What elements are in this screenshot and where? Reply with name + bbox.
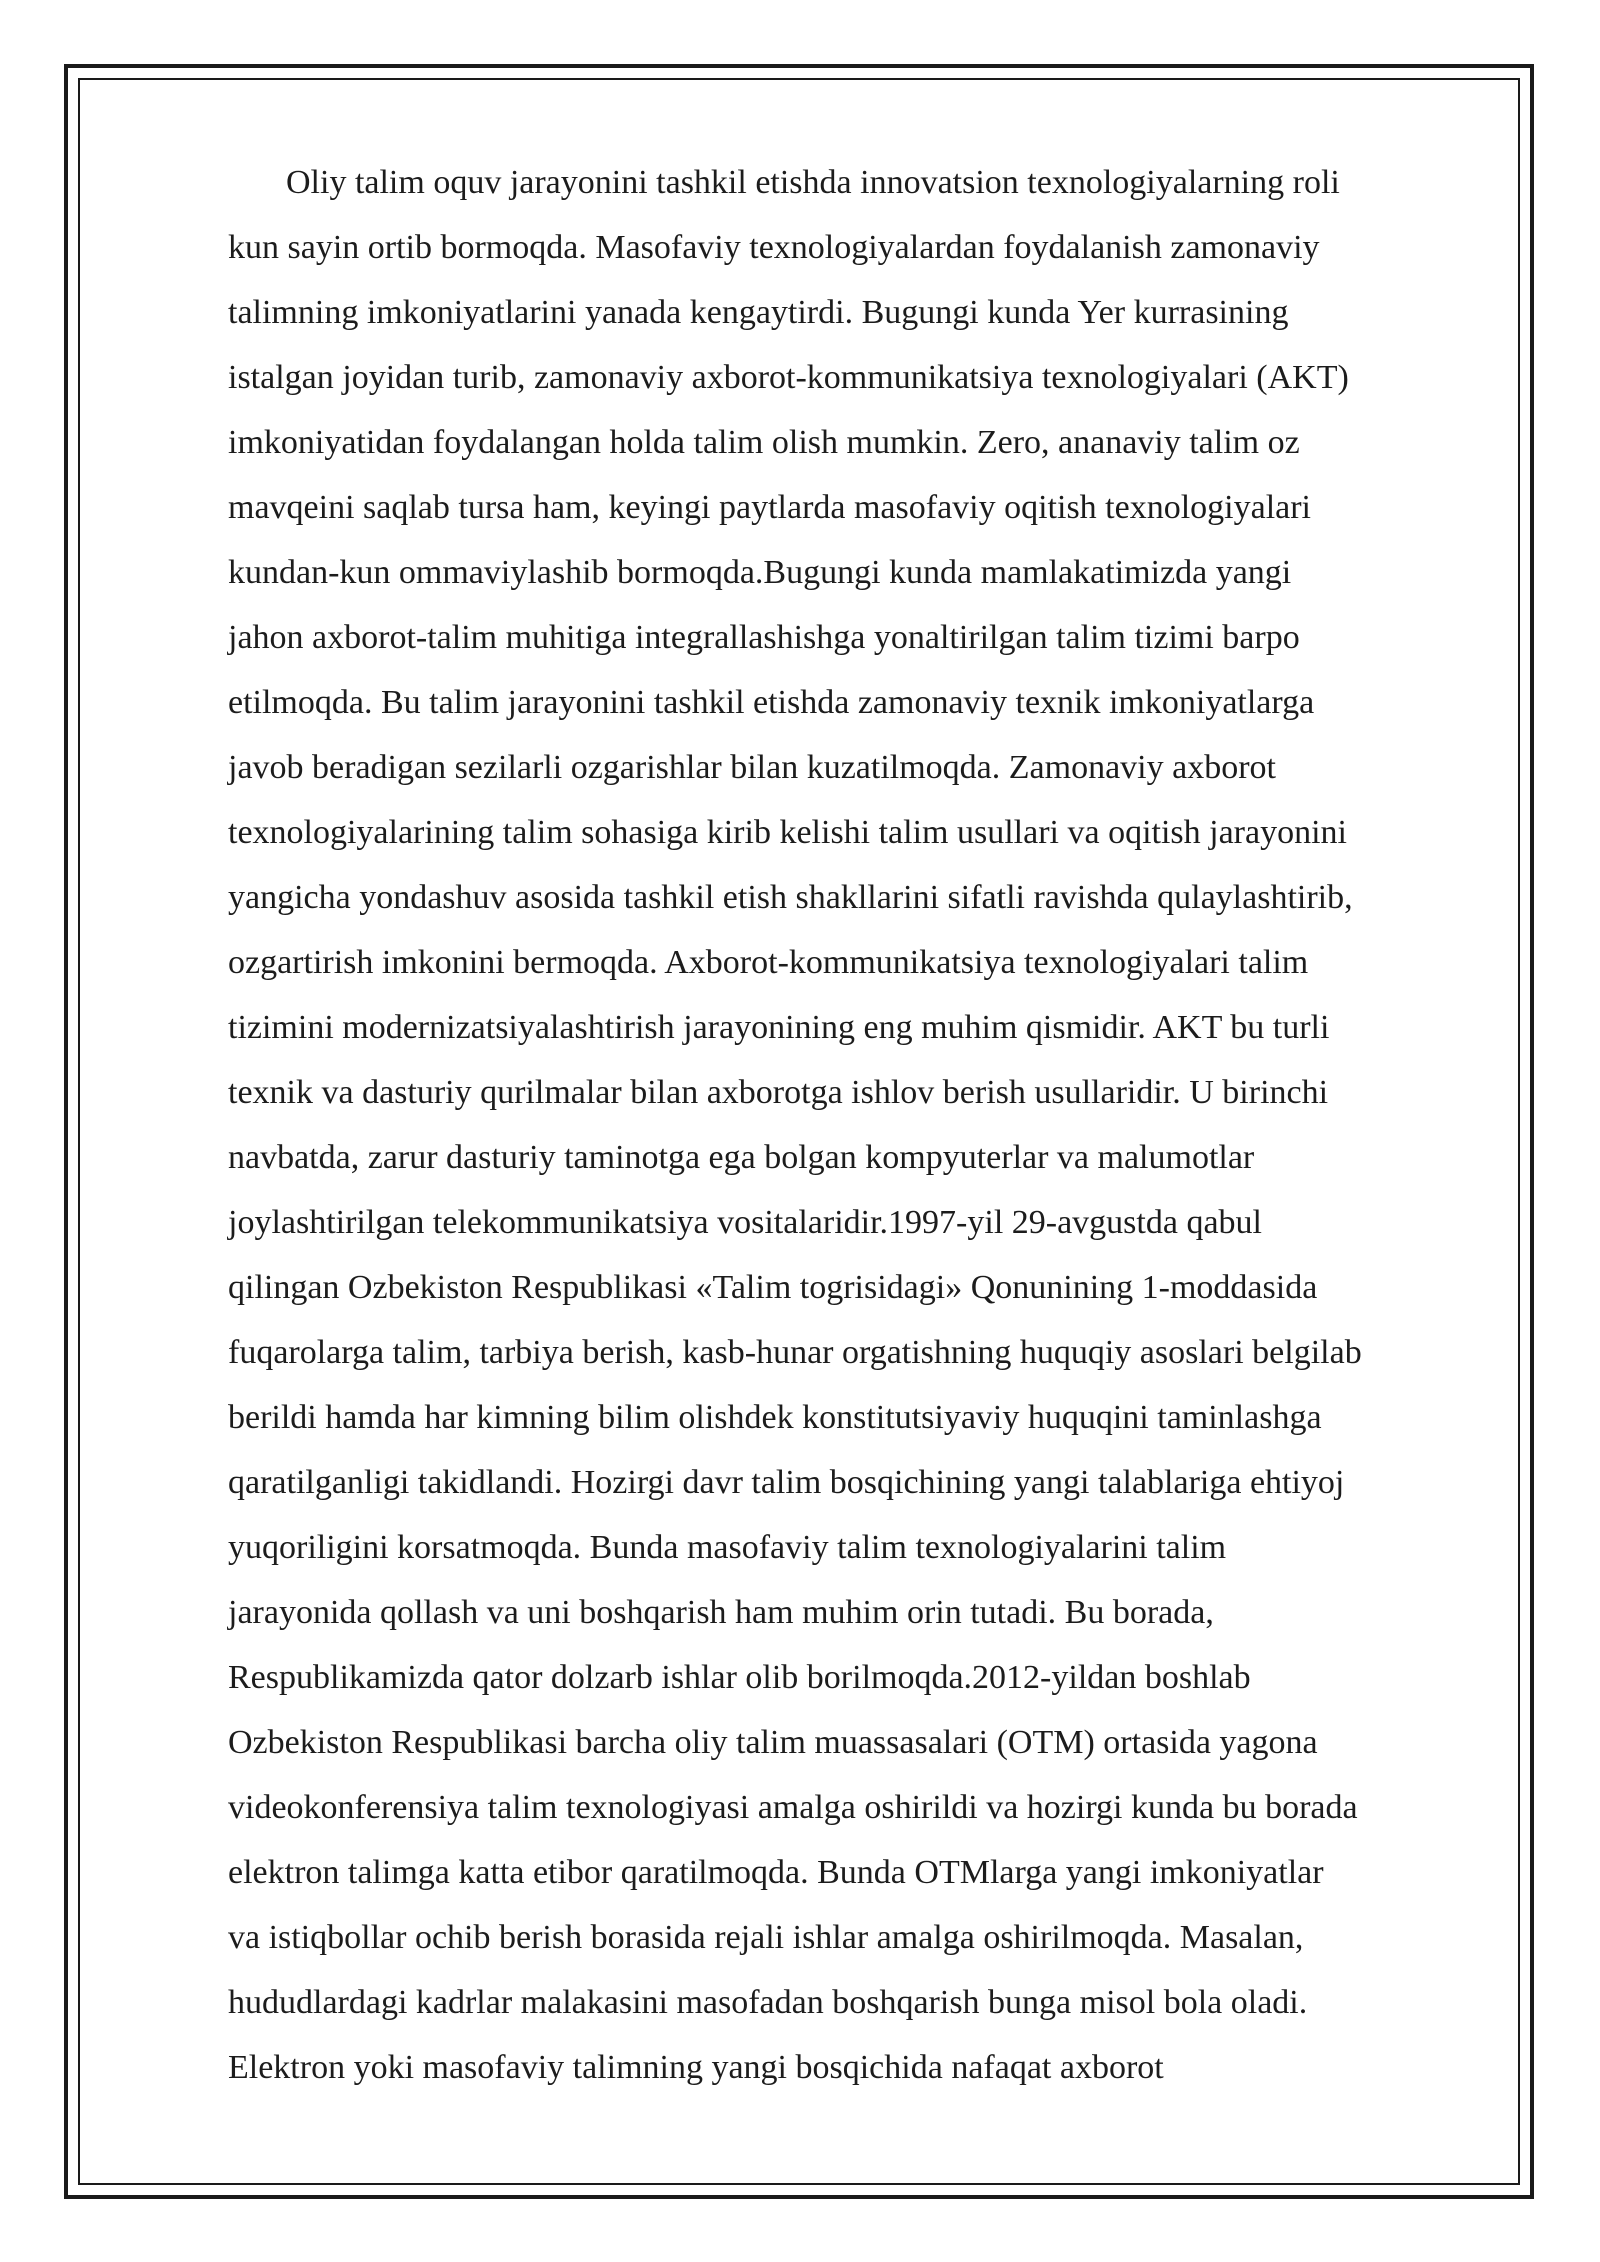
text-line: jahon axborot-talim muhitiga integrallashishga yonaltirilgan talim tizimi barpo bbox=[228, 619, 1300, 656]
text-line: yangicha yondashuv asosida tashkil etish shakllarini sifatli ravishda qulaylashtirib, bbox=[228, 879, 1353, 916]
text-line: kun sayin ortib bormoqda. Masofaviy texnologiyalardan foydalanish zamonaviy bbox=[228, 229, 1320, 266]
text-line: javob beradigan sezilarli ozgarishlar bilan kuzatilmoqda. Zamonaviy axborot bbox=[228, 749, 1276, 786]
body-paragraph bbox=[228, 150, 1493, 2100]
text-line: joylashtirilgan telekommunikatsiya vositalaridir.1997-yil 29-avgustda qabul bbox=[228, 1204, 1262, 1241]
text-line: texnologiyalarining talim sohasiga kirib kelishi talim usullari va oqitish jarayonini bbox=[228, 814, 1347, 851]
text-line: ozgartirish imkonini bermoqda. Axborot-kommunikatsiya texnologiyalari talim bbox=[228, 944, 1309, 981]
text-line: elektron talimga katta etibor qaratilmoqda. Bunda OTMlarga yangi imkoniyatlar bbox=[228, 1854, 1324, 1891]
text-line: fuqarolarga talim, tarbiya berish, kasb-hunar orgatishning huquqiy asoslari belgilab bbox=[228, 1334, 1362, 1371]
text-line: jarayonida qollash va uni boshqarish ham muhim orin tutadi. Bu borada, bbox=[228, 1594, 1214, 1631]
text-line: navbatda, zarur dasturiy taminotga ega bolgan kompyuterlar va malumotlar bbox=[228, 1139, 1255, 1176]
text-line: qaratilganligi takidlandi. Hozirgi davr talim bosqichining yangi talablariga ehtiyoj bbox=[228, 1464, 1345, 1501]
text-line: tizimini modernizatsiyalashtirish jarayonining eng muhim qismidir. AKT bu turli bbox=[228, 1009, 1330, 1046]
text-line: va istiqbollar ochib berish borasida rejali ishlar amalga oshirilmoqda. Masalan, bbox=[228, 1919, 1304, 1956]
text-line: qilingan Ozbekiston Respublikasi «Talim togrisidagi» Qonunining 1-moddasida bbox=[228, 1269, 1318, 1306]
text-line: talimning imkoniyatlarini yanada kengaytirdi. Bugungi kunda Yer kurrasining bbox=[228, 294, 1289, 331]
text-line: mavqeini saqlab tursa ham, keyingi paytlarda masofaviy oqitish texnologiyalari bbox=[228, 489, 1312, 526]
text-line: Oliy talim oquv jarayonini tashkil etishda innovatsion texnologiyalarning roli bbox=[286, 164, 1340, 201]
text-line: yuqoriligini korsatmoqda. Bunda masofaviy talim texnologiyalarini talim bbox=[228, 1529, 1227, 1566]
text-line: berildi hamda har kimning bilim olishdek konstitutsiyaviy huquqini taminlashga bbox=[228, 1399, 1322, 1436]
text-line: etilmoqda. Bu talim jarayonini tashkil etishda zamonaviy texnik imkoniyatlarga bbox=[228, 684, 1315, 721]
text-line: imkoniyatidan foydalangan holda talim olish mumkin. Zero, ananaviy talim oz bbox=[228, 424, 1300, 461]
text-line: kundan-kun ommaviylashib bormoqda.Bugungi kunda mamlakatimizda yangi bbox=[228, 554, 1292, 591]
text-line: istalgan joyidan turib, zamonaviy axborot-kommunikatsiya texnologiyalari (AKT) bbox=[228, 359, 1349, 396]
text-line: Respublikamizda qator dolzarb ishlar olib borilmoqda.2012-yildan boshlab bbox=[228, 1659, 1251, 1696]
text-line: Elektron yoki masofaviy talimning yangi bosqichida nafaqat axborot bbox=[228, 2049, 1164, 2086]
text-line: texnik va dasturiy qurilmalar bilan axborotga ishlov berish usullaridir. U birinchi bbox=[228, 1074, 1329, 1111]
text-line: Ozbekiston Respublikasi barcha oliy talim muassasalari (OTM) ortasida yagona bbox=[228, 1724, 1318, 1761]
text-line: videokonferensiya talim texnologiyasi amalga oshirildi va hozirgi kunda bu borada bbox=[228, 1789, 1358, 1826]
text-line: hududlardagi kadrlar malakasini masofadan boshqarish bunga misol bola oladi. bbox=[228, 1984, 1308, 2021]
